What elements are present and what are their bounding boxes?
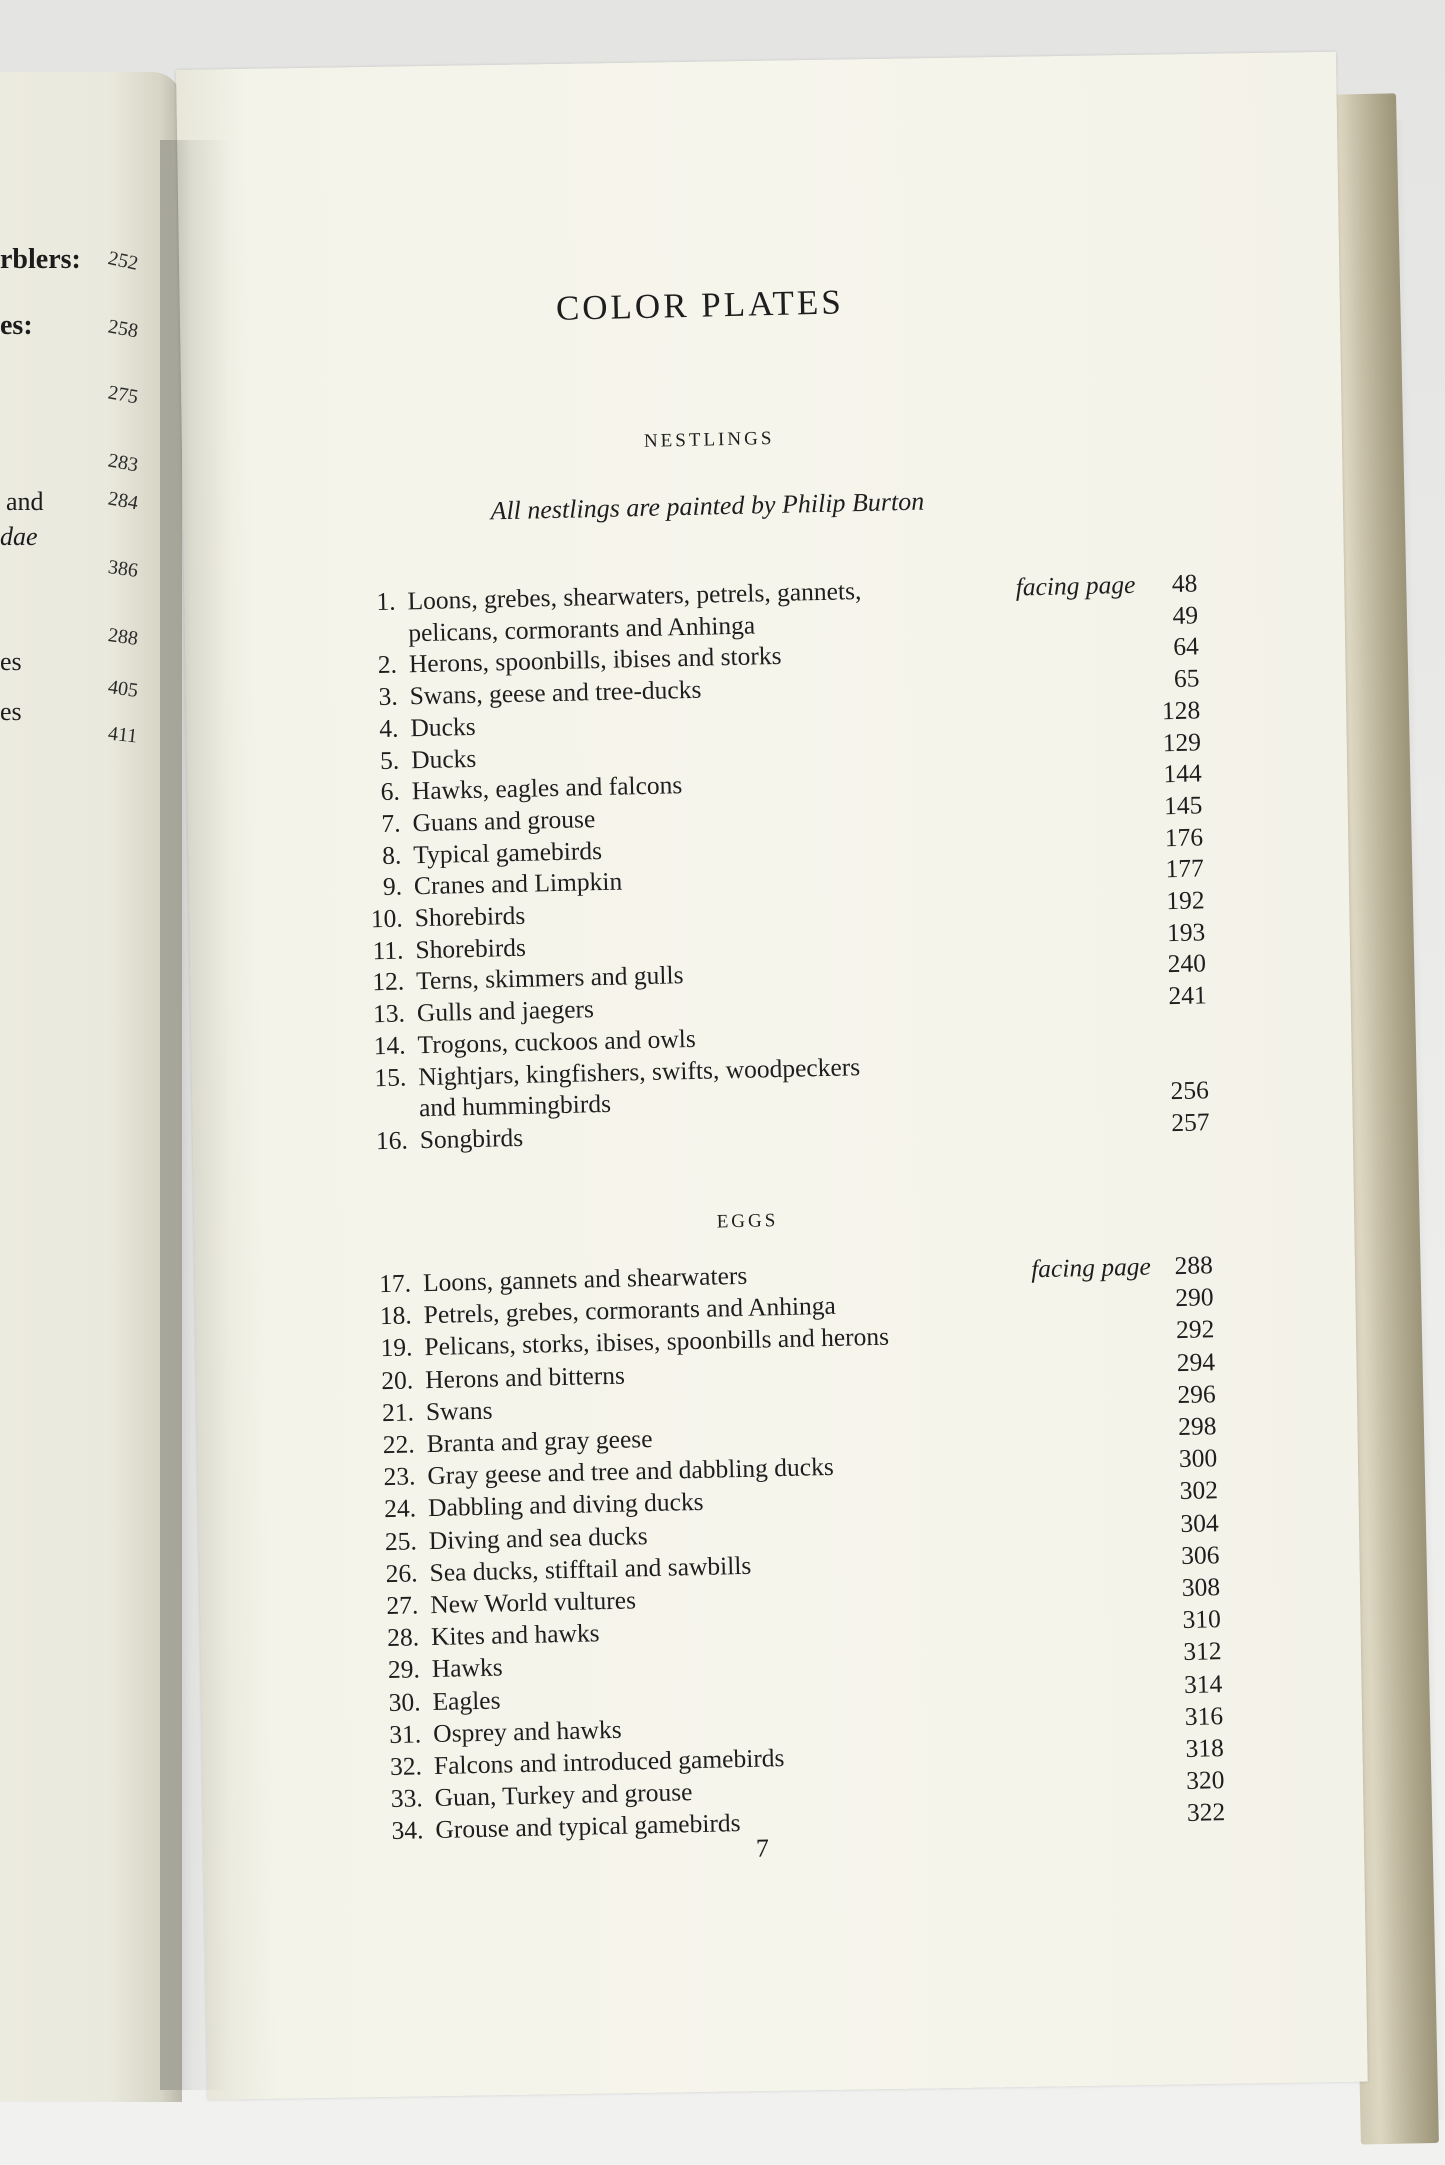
plate-number: 12. bbox=[371, 966, 405, 997]
plate-title: Dabbling and diving ducks bbox=[427, 1487, 704, 1523]
plate-number: 18. bbox=[379, 1300, 413, 1331]
left-fragment: es bbox=[0, 697, 22, 726]
plate-number: 11. bbox=[372, 935, 404, 965]
plate-title: Herons and bitterns bbox=[424, 1360, 626, 1394]
plate-title: Petrels, grebes, cormorants and Anhinga bbox=[423, 1290, 837, 1330]
page-number: 7 bbox=[755, 1833, 770, 1863]
plate-page-number: 298 bbox=[1177, 1411, 1217, 1442]
plate-number: 1. bbox=[376, 586, 396, 617]
plate-page-number: 256 bbox=[1170, 1075, 1210, 1106]
plate-number: 3. bbox=[378, 681, 399, 712]
plate-page-number: 49 bbox=[1172, 600, 1199, 630]
plate-page-number: 241 bbox=[1168, 980, 1208, 1011]
plate-page-number: 292 bbox=[1175, 1314, 1215, 1345]
plate-number: 26. bbox=[385, 1558, 418, 1588]
plate-title: Nightjars, kingfishers, swifts, woodpeckers bbox=[417, 1051, 861, 1091]
plate-page-number: 177 bbox=[1165, 853, 1205, 884]
plate-title: Loons, grebes, shearwaters, petrels, gannets, bbox=[407, 576, 862, 616]
left-page-number: 284 bbox=[106, 487, 140, 515]
plate-page-number: 302 bbox=[1179, 1475, 1219, 1506]
plate-title: Branta and gray geese bbox=[426, 1423, 653, 1459]
left-fragment: es: bbox=[0, 310, 33, 341]
plate-page-number: 316 bbox=[1184, 1700, 1224, 1731]
plate-title: New World vultures bbox=[429, 1585, 637, 1620]
plate-page-number: 310 bbox=[1182, 1604, 1222, 1635]
left-page-number: 386 bbox=[106, 556, 140, 582]
plate-number: 13. bbox=[372, 998, 406, 1029]
plate-number: 7. bbox=[381, 808, 401, 838]
plate-page-number: 320 bbox=[1185, 1765, 1225, 1796]
plate-page-number: 144 bbox=[1163, 758, 1202, 789]
plate-number: 9. bbox=[382, 871, 403, 902]
plate-page-number: 128 bbox=[1161, 695, 1201, 726]
plate-page-number bbox=[1149, 1012, 1207, 1013]
plate-page-number: 176 bbox=[1164, 821, 1204, 852]
plate-title: Falcons and introduced gamebirds bbox=[433, 1743, 785, 1781]
plate-page-number: 304 bbox=[1180, 1507, 1219, 1538]
plate-title: Cranes and Limpkin bbox=[413, 866, 623, 901]
plate-page-number: 312 bbox=[1182, 1636, 1222, 1667]
plate-page-number: 240 bbox=[1167, 948, 1207, 979]
plate-title: Guans and grouse bbox=[412, 804, 596, 838]
left-fragment: rblers: bbox=[0, 244, 81, 275]
plate-page-number: 288 bbox=[1174, 1250, 1214, 1281]
plate-number: 30. bbox=[388, 1686, 421, 1717]
plate-number: 2. bbox=[377, 649, 398, 680]
plate-title: Gulls and jaegers bbox=[416, 994, 595, 1028]
plate-number: 28. bbox=[386, 1622, 420, 1653]
left-page bbox=[0, 72, 182, 2102]
left-fragment: es bbox=[0, 647, 22, 676]
page-title: COLOR PLATES bbox=[555, 282, 845, 328]
left-page-number: 288 bbox=[106, 624, 140, 650]
plate-title: Swans, geese and tree-ducks bbox=[409, 674, 702, 711]
plate-number: 29. bbox=[387, 1654, 421, 1685]
plate-page-number: 64 bbox=[1172, 631, 1200, 662]
plate-title: Ducks bbox=[410, 711, 476, 743]
plate-number: 20. bbox=[380, 1364, 414, 1395]
plate-number: 5. bbox=[379, 745, 400, 775]
left-page-number: 283 bbox=[106, 449, 140, 477]
plate-number: 4. bbox=[378, 713, 399, 743]
plate-page-number: 129 bbox=[1162, 726, 1202, 757]
plate-title: Diving and sea ducks bbox=[428, 1520, 648, 1555]
plate-number: 17. bbox=[378, 1268, 412, 1299]
plate-page-number: 193 bbox=[1166, 917, 1206, 947]
left-page-number: 405 bbox=[106, 676, 140, 702]
plate-page-number: 306 bbox=[1180, 1539, 1220, 1570]
plate-number: 25. bbox=[384, 1525, 418, 1556]
plate-title: Hawks bbox=[431, 1652, 503, 1684]
facing-page-label: facing page bbox=[1015, 569, 1136, 602]
plate-title: Osprey and hawks bbox=[432, 1714, 622, 1748]
plate-page-number bbox=[1150, 1044, 1208, 1045]
book-gutter bbox=[160, 140, 230, 2090]
plate-title: Gray geese and tree and dabbling ducks bbox=[427, 1452, 835, 1491]
plate-page-number: 294 bbox=[1176, 1346, 1216, 1377]
section-heading-eggs: EGGS bbox=[716, 1210, 779, 1233]
plate-title: Loons, gannets and shearwaters bbox=[422, 1260, 748, 1298]
plate-title: pelicans, cormorants and Anhinga bbox=[407, 610, 756, 648]
plate-title: Terns, skimmers and gulls bbox=[415, 960, 684, 996]
plate-title: Eagles bbox=[432, 1685, 501, 1716]
plate-title: Songbirds bbox=[419, 1122, 524, 1155]
plate-title: Trogons, cuckoos and owls bbox=[417, 1023, 697, 1060]
plate-title: Pelicans, storks, ibises, spoonbills and herons bbox=[424, 1321, 890, 1362]
plate-page-number: 318 bbox=[1185, 1733, 1225, 1763]
plate-number: 14. bbox=[373, 1030, 406, 1061]
plate-page-number: 192 bbox=[1165, 885, 1205, 916]
plate-page-number: 48 bbox=[1171, 568, 1198, 598]
plate-number: 22. bbox=[382, 1429, 415, 1460]
plate-number: 10. bbox=[370, 903, 404, 934]
plate-page-number: 314 bbox=[1183, 1668, 1223, 1699]
left-fragment: dae bbox=[0, 522, 38, 551]
left-fragment: and bbox=[6, 487, 44, 516]
plate-number bbox=[349, 1094, 407, 1095]
facing-page-label: facing page bbox=[1030, 1251, 1152, 1284]
plate-number: 19. bbox=[380, 1332, 413, 1363]
left-page-number: 258 bbox=[106, 315, 140, 343]
plate-title: Shorebirds bbox=[415, 932, 527, 964]
plate-number: 34. bbox=[391, 1815, 424, 1846]
plate-title: Herons, spoonbills, ibises and storks bbox=[408, 641, 782, 679]
plate-number: 27. bbox=[386, 1590, 419, 1621]
left-page-number: 411 bbox=[106, 722, 139, 748]
plate-page-number: 290 bbox=[1174, 1282, 1214, 1313]
left-page-number: 252 bbox=[106, 247, 141, 275]
plate-title: Ducks bbox=[410, 743, 477, 774]
plate-page-number: 296 bbox=[1177, 1378, 1217, 1409]
plate-title: Kites and hawks bbox=[430, 1618, 600, 1652]
plate-number: 21. bbox=[381, 1397, 415, 1427]
plate-number: 33. bbox=[390, 1783, 424, 1814]
plate-page-number: 308 bbox=[1181, 1572, 1221, 1603]
plate-title: and hummingbirds bbox=[418, 1089, 612, 1123]
plate-title: Shorebirds bbox=[414, 900, 526, 933]
plate-number: 24. bbox=[383, 1493, 417, 1524]
plate-title: Grouse and typical gamebirds bbox=[435, 1808, 741, 1845]
plate-page-number: 65 bbox=[1173, 663, 1200, 694]
plate-number bbox=[338, 618, 396, 619]
plate-number: 31. bbox=[389, 1719, 422, 1749]
plate-title: Swans bbox=[425, 1395, 493, 1426]
plate-number: 6. bbox=[380, 776, 401, 807]
plate-number: 16. bbox=[375, 1125, 409, 1156]
plate-page-number: 257 bbox=[1170, 1107, 1210, 1138]
plate-title: Sea ducks, stifftail and sawbills bbox=[429, 1550, 752, 1587]
plate-title: Guan, Turkey and grouse bbox=[434, 1777, 693, 1813]
plate-number: 8. bbox=[381, 840, 402, 870]
plate-page-number: 300 bbox=[1178, 1443, 1218, 1474]
plate-number: 15. bbox=[374, 1061, 407, 1092]
plate-number: 23. bbox=[383, 1461, 416, 1492]
plate-number: 32. bbox=[389, 1751, 423, 1782]
plate-page-number: 145 bbox=[1163, 790, 1203, 821]
plate-page-number: 322 bbox=[1186, 1797, 1226, 1828]
plate-title: Hawks, eagles and falcons bbox=[411, 770, 683, 806]
plate-title: Typical gamebirds bbox=[412, 835, 603, 869]
section-heading-nestlings: NESTLINGS bbox=[643, 427, 775, 452]
left-page-number: 275 bbox=[106, 381, 140, 409]
nestlings-credit: All nestlings are painted by Philip Burton bbox=[490, 486, 925, 526]
